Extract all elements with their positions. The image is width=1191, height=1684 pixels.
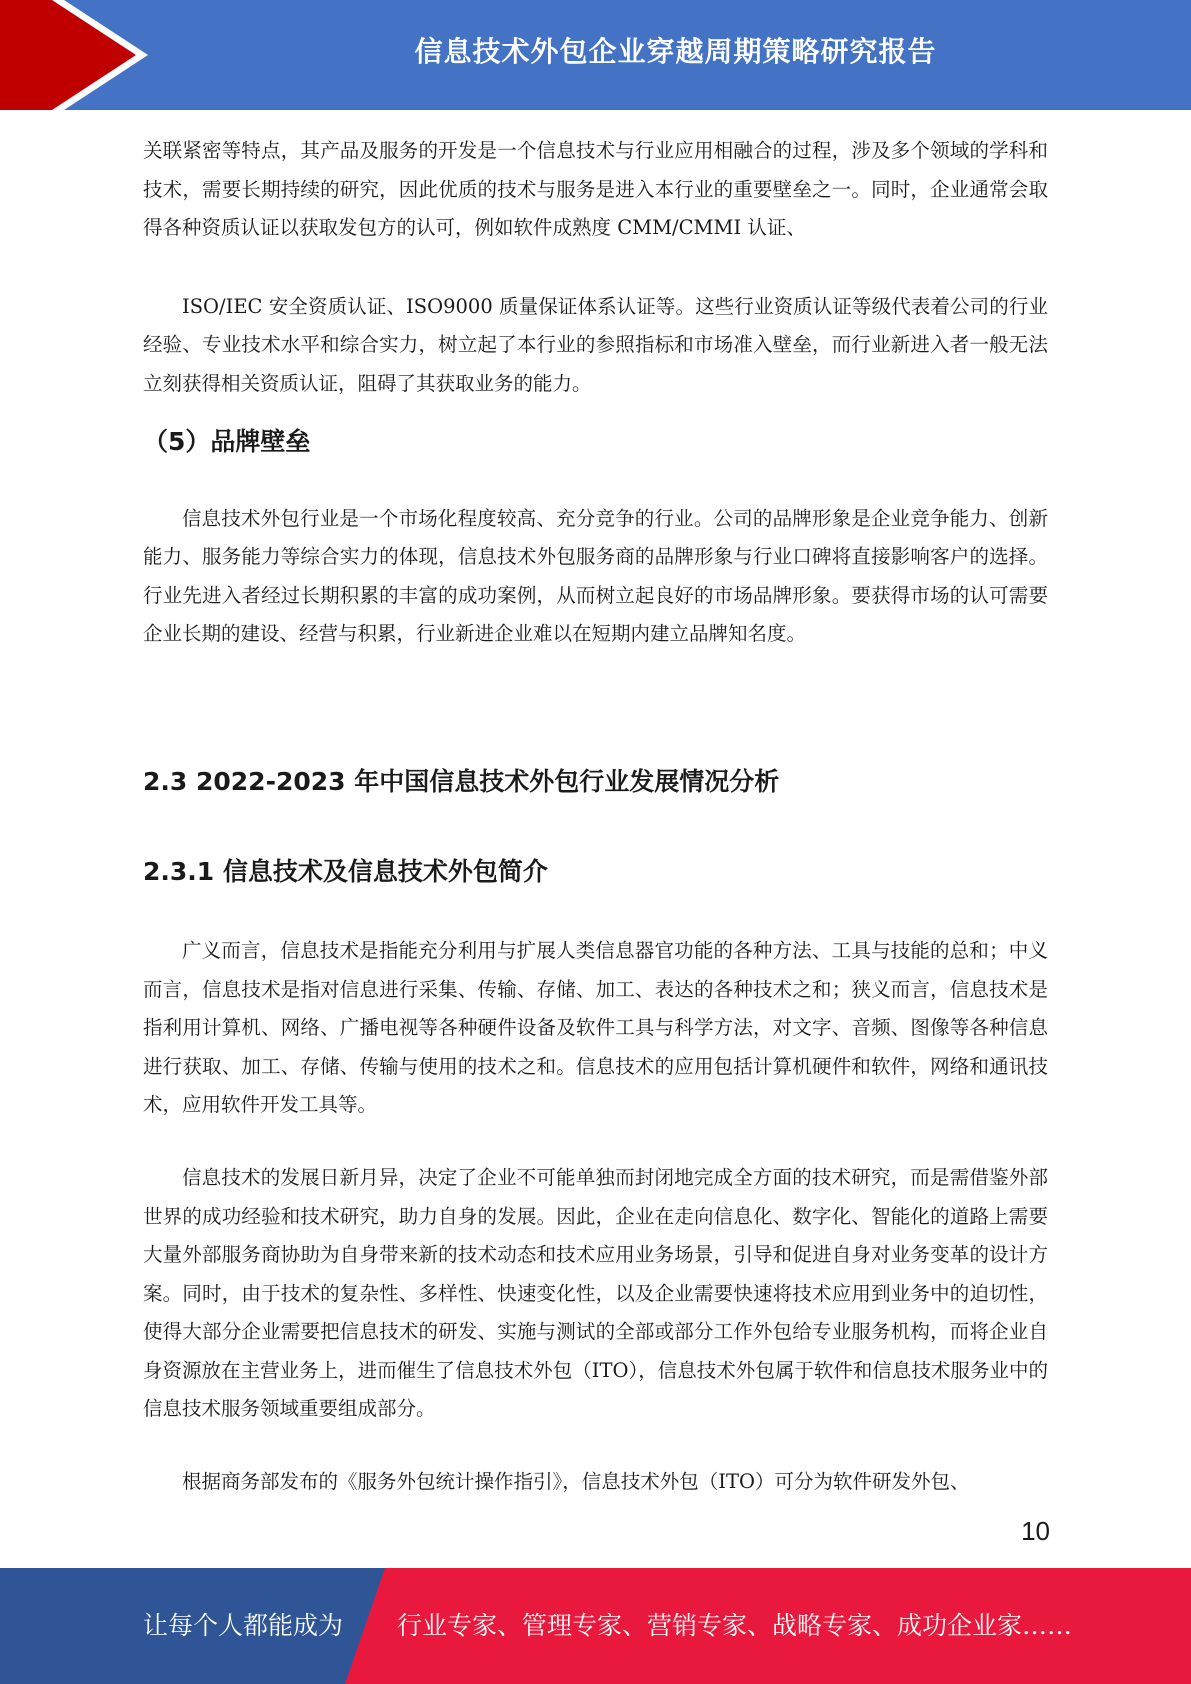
paragraph-it-definition: 广义而言，信息技术是指能充分利用与扩展人类信息器官功能的各种方法、工具与技能的总和；中义而言，信息技术是指对信息进行采集、传输、存储、加工、表达的各种技术之和；狭义而言，信息技术是指利用计算机、网络、广播电视等各种硬件设备及软件工具与科学方法，对文字、音频、图像等各种信息进行获取、加工、存储、传输与使用的技术之和。信息技术的应用包括计算机硬件和软件，网络和通讯技术，应用软件开发工具等。: [143, 938, 1048, 1117]
page-header: [0, 0, 1191, 110]
report-title: 信息技术外包企业穿越周期策略研究报告: [414, 35, 937, 68]
heading-brand-barrier: （5）品牌壁垒: [143, 426, 311, 456]
page-number: 10: [1021, 1516, 1050, 1546]
page-content: [143, 132, 1048, 1502]
footer-slogan-left: 让每个人都能成为: [143, 1611, 344, 1640]
paragraph-certification: ISO/IEC 安全资质认证、ISO9000 质量保证体系认证等。这些行业资质认证等级代表着公司的行业经验、专业技术水平和综合实力，树立起了本行业的参照指标和市场准入壁垒，而行业新进入者一般无法立刻获得相关资质认证，阻碍了其获取业务的能力。: [143, 294, 1048, 395]
footer-slogan-right: 行业专家、管理专家、营销专家、战略专家、成功企业家……: [397, 1611, 1073, 1640]
paragraph-brand-barrier: 信息技术外包行业是一个市场化程度较高、充分竞争的行业。公司的品牌形象是企业竞争能力、创新能力、服务能力等综合实力的体现，信息技术外包服务商的品牌形象与行业口碑将直接影响客户的选择。行业先进入者经过长期积累的丰富的成功案例，从而树立起良好的市场品牌形象。要获得市场的认可需要企业长期的建设、经营与积累，行业新进企业难以在短期内建立品牌知名度。: [143, 506, 1048, 646]
red-chevron-arrow-icon: [0, 0, 190, 110]
paragraph-tech-barrier: 关联紧密等特点，其产品及服务的开发是一个信息技术与行业应用相融合的过程，涉及多个领域的学科和技术，需要长期持续的研究，因此优质的技术与服务是进入本行业的重要壁垒之一。同时，企业通常会取得各种资质认证以获取发包方的认可，例如软件成熟度 CMM/CMMI 认证、: [143, 139, 1048, 240]
section-heading: 2.3 2022-2023 年中国信息技术外包行业发展情况分析: [143, 766, 780, 796]
page-footer: [0, 1568, 1191, 1684]
paragraph-ito-categories: 根据商务部发布的《服务外包统计操作指引》，信息技术外包（ITO）可分为软件研发外包、: [182, 1470, 970, 1494]
paragraph-ito-origin: 信息技术的发展日新月异，决定了企业不可能单独而封闭地完成全方面的技术研究，而是需借鉴外部世界的成功经验和技术研究，助力自身的发展。因此，企业在走向信息化、数字化、智能化的道路上需要大量外部服务商协助为自身带来新的技术动态和技术应用业务场景，引导和促进自身对业务变革的设计方案。同时，由于技术的复杂性、多样性、快速变化性，以及企业需要快速将技术应用到业务中的迫切性，使得大部分企业需要把信息技术的研发、实施与测试的全部或部分工作外包给专业服务机构，而将企业自身资源放在主营业务上，进而催生了信息技术外包（ITO），信息技术外包属于软件和信息技术服务业中的信息技术服务领域重要组成部分。: [143, 1165, 1048, 1421]
subsection-heading: 2.3.1 信息技术及信息技术外包简介: [143, 856, 548, 886]
